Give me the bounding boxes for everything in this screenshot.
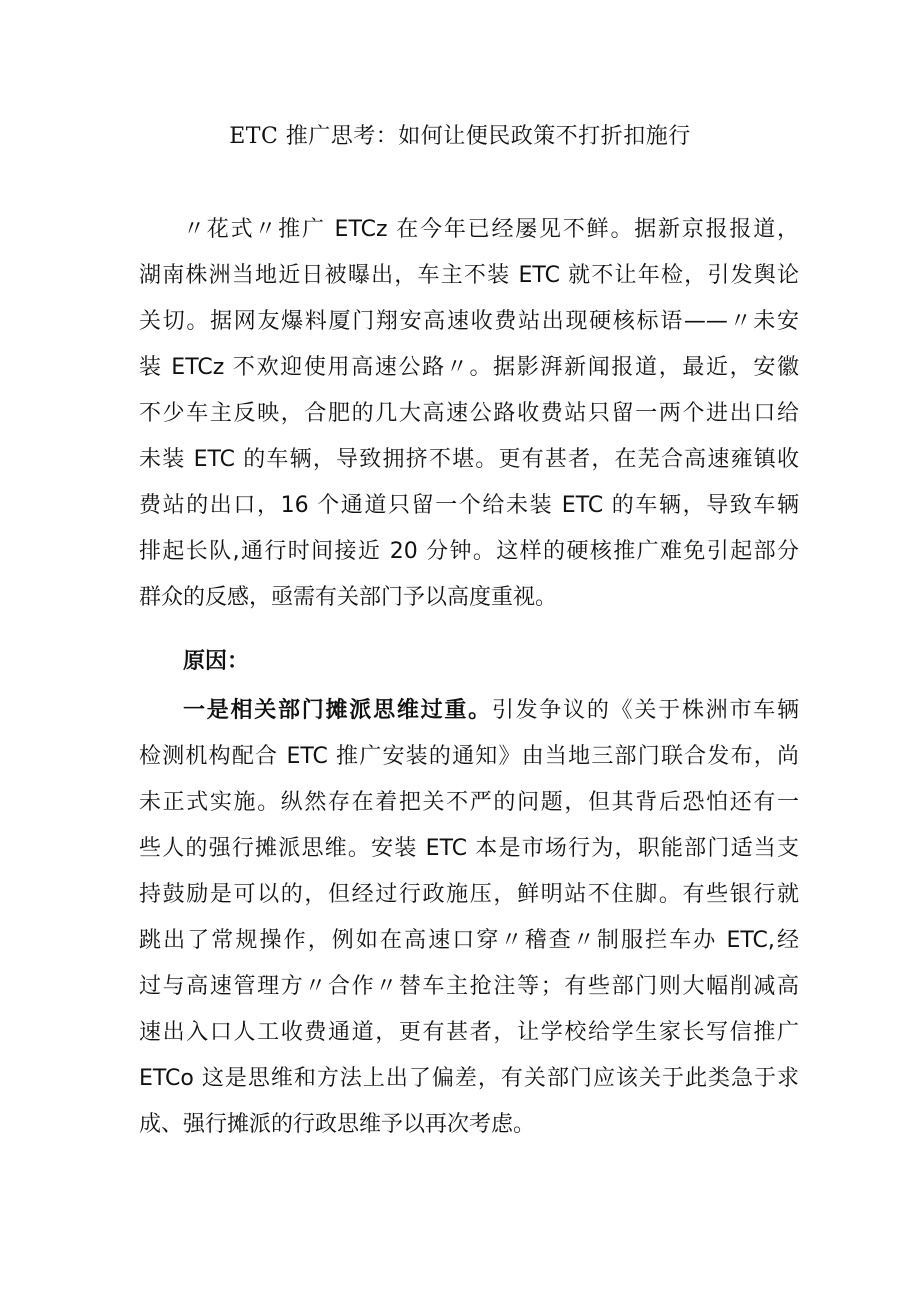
paragraph-line: 持鼓励是可以的，但经过行政施压，鲜明站不住脚。有些银行就 — [139, 882, 799, 907]
reason-one-first-rest: 引发争议的《关于株洲市车辆 — [491, 698, 799, 723]
paragraph-line: 过与高速管理方〃合作〃替车主抢注等；有些部门则大幅削减高 — [139, 974, 799, 999]
paragraph-line: 些人的强行摊派思维。安装 ETC 本是市场行为，职能部门适当支 — [139, 836, 799, 861]
paragraph-line: 未装 ETC 的车辆，导致拥挤不堪。更有甚者，在芜合高速雍镇收 — [139, 447, 799, 472]
paragraph-line: 检测机构配合 ETC 推广安装的通知》由当地三部门联合发布，尚 — [139, 744, 799, 769]
reason-one-first-line — [183, 689, 799, 733]
paragraph-line: 未正式实施。纵然存在着把关不严的问题，但其背后恐怕还有一 — [139, 790, 799, 815]
paragraph-line: 装 ETCz 不欢迎使用高速公路〃。据影湃新闻报道，最近，安徽 — [139, 355, 799, 380]
paragraph-line: 速出入口人工收费通道，更有甚者，让学校给学生家长写信推广 — [139, 1020, 799, 1045]
paragraph-line: 〃花式〃推广 ETCz 在今年已经屡见不鲜。据新京报报道， — [183, 217, 799, 242]
paragraph-line: 成、强行摊派的行政思维予以再次考虑。 — [139, 1112, 536, 1137]
paragraph-line: 排起长队,通行时间接近 20 分钟。这样的硬核推广难免引起部分 — [139, 539, 799, 564]
reasons-heading: 原因： — [183, 649, 250, 674]
document-title: ETC 推广思考：如何让便民政策不打折扣施行 — [229, 124, 691, 149]
reason-one-lead: 一是相关部门摊派思维过重。 — [183, 698, 492, 723]
paragraph-line: 关切。据网友爆料厦门翔安高速收费站出现硬核标语——〃未安 — [139, 309, 799, 334]
paragraph-line: 湖南株洲当地近日被曝出，车主不装 ETC 就不让年检，引发舆论 — [139, 263, 799, 288]
paragraph-line: 费站的出口，16 个通道只留一个给未装 ETC 的车辆，导致车辆 — [139, 493, 799, 518]
paragraph-line: 跳出了常规操作，例如在高速口穿〃稽查〃制服拦车办 ETC,经 — [139, 928, 799, 953]
paragraph-line: ETCo 这是思维和方法上出了偏差，有关部门应该关于此类急于求 — [139, 1066, 799, 1091]
paragraph-line: 不少车主反映，合肥的几大高速公路收费站只留一两个进出口给 — [139, 401, 799, 426]
paragraph-line: 群众的反感，亟需有关部门予以高度重视。 — [139, 585, 558, 610]
